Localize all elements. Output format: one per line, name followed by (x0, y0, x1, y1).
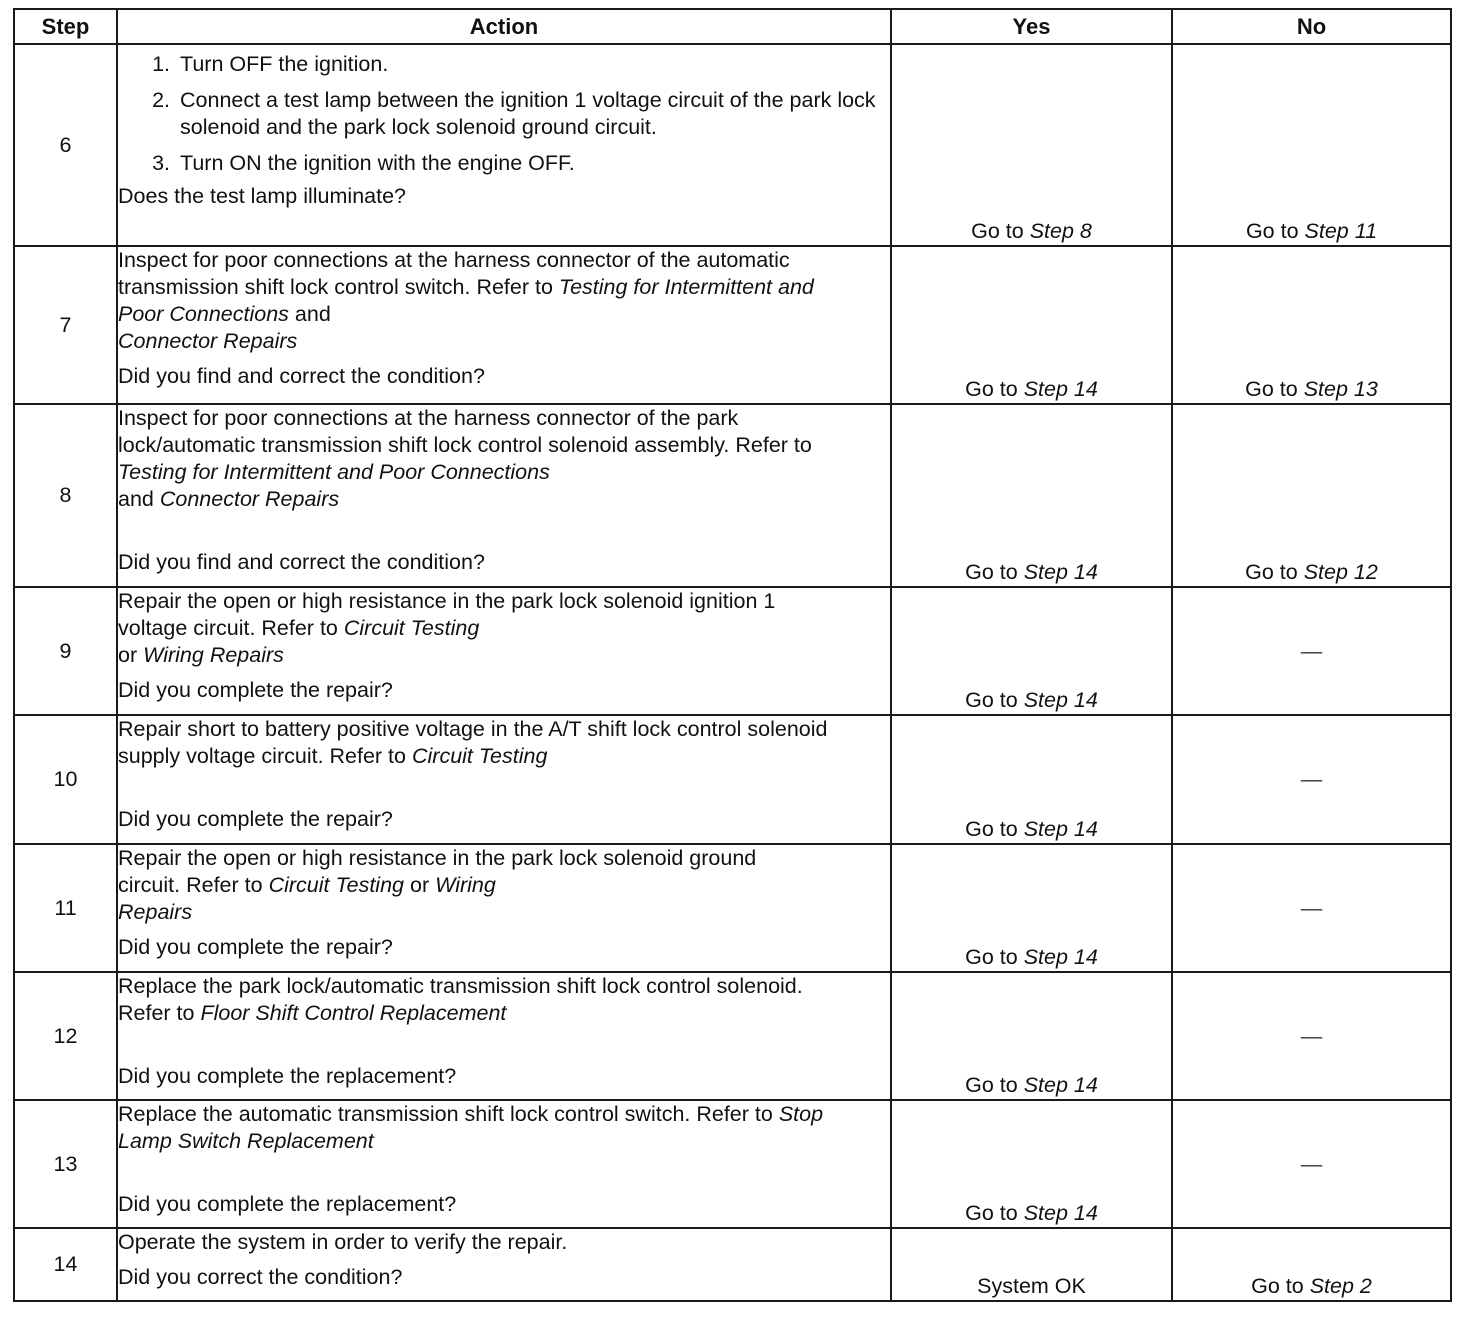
question-text: Did you correct the condition? (118, 1265, 403, 1289)
go-to-label: Go to (965, 817, 1018, 841)
go-to-label: Go to (965, 945, 1018, 969)
step-reference: Step 14 (1023, 377, 1098, 401)
reference-link: Floor Shift Control Replacement (200, 1001, 507, 1025)
question-text: Did you complete the replacement? (118, 1064, 457, 1088)
table-row (14, 246, 1451, 404)
go-to-label: Go to (1245, 219, 1299, 243)
yes-cell (891, 1100, 1172, 1228)
reference-link: Circuit Testing (343, 616, 480, 640)
action-cell (117, 1100, 891, 1228)
no-cell (1172, 972, 1451, 1100)
table-row (14, 1228, 1451, 1301)
table-row (14, 1100, 1451, 1228)
not-applicable-dash: — (1300, 767, 1323, 791)
action-cell (117, 715, 891, 844)
step-reference: Step 14 (1023, 945, 1098, 969)
action-cell (117, 404, 891, 587)
yes-cell (891, 44, 1172, 246)
table-row (14, 972, 1451, 1100)
action-cell (117, 587, 891, 715)
table-row (14, 587, 1451, 715)
instruction-text: Operate the system in order to verify the repair. (118, 1230, 568, 1254)
step-number: 6 (14, 44, 117, 246)
step-reference: Step 14 (1023, 1073, 1098, 1097)
table-row (14, 715, 1451, 844)
not-applicable-dash: — (1300, 895, 1323, 920)
list-item: 3. Turn ON the ignition with the engine OFF. (176, 150, 890, 177)
reference-link: Circuit Testing (268, 873, 404, 897)
instruction-list (118, 51, 890, 177)
table-row (14, 44, 1451, 246)
step-reference: Step 13 (1303, 377, 1378, 401)
question-text: Does the test lamp illuminate? (118, 184, 407, 208)
step-reference: Step 12 (1303, 560, 1378, 584)
step-number: 13 (14, 1100, 117, 1228)
yes-cell (891, 404, 1172, 587)
not-applicable-dash: — (1300, 638, 1323, 663)
no-cell (1172, 404, 1451, 587)
no-cell (1172, 1228, 1451, 1301)
no-cell (1172, 587, 1451, 715)
step-reference: Step 14 (1023, 1201, 1098, 1225)
action-cell (117, 844, 891, 972)
go-to-label: Go to (965, 1073, 1018, 1097)
go-to-label: Go to (971, 219, 1024, 243)
result-text: System OK (977, 1274, 1086, 1298)
no-cell (1172, 246, 1451, 404)
header-no: No (1172, 9, 1451, 44)
reference-link: Connector Repairs (159, 487, 340, 511)
step-number: 10 (14, 715, 117, 844)
step-reference: Step 2 (1309, 1274, 1372, 1298)
step-number: 7 (14, 246, 117, 404)
step-reference: Step 11 (1304, 219, 1378, 243)
yes-cell (891, 972, 1172, 1100)
step-number: 11 (14, 844, 117, 972)
reference-link: Testing for Intermittent and Poor Connections (118, 275, 814, 326)
reference-link: Repairs (118, 900, 193, 924)
step-reference: Step 14 (1023, 688, 1098, 712)
list-item: 1. Turn OFF the ignition. (176, 51, 890, 78)
yes-cell (891, 1228, 1172, 1301)
step-number: 12 (14, 972, 117, 1100)
reference-link: Wiring (435, 873, 496, 897)
reference-link: Stop Lamp Switch Replacement (118, 1102, 824, 1153)
yes-cell (891, 844, 1172, 972)
action-cell (117, 1228, 891, 1301)
instruction-text: Inspect for poor connections at the harness connector of the park lock/automatic transmission shift lock control solenoid assembly. Refer to Testing for Intermittent and Poor Connections and Connector Repairs (118, 406, 812, 511)
header-step: Step (14, 9, 117, 44)
instruction-text: Replace the automatic transmission shift lock control switch. Refer to Stop Lamp Switch Replacement (118, 1102, 824, 1153)
step-reference: Step 14 (1023, 817, 1098, 841)
instruction-text: Repair the open or high resistance in the park lock solenoid ground circuit. Refer to Circuit Testing or Wiring Repairs (118, 846, 757, 924)
no-cell (1172, 44, 1451, 246)
reference-link: Circuit Testing (411, 744, 548, 768)
not-applicable-dash: — (1300, 1023, 1323, 1048)
list-item: 2. Connect a test lamp between the ignition 1 voltage circuit of the park lock solenoid and the park lock solenoid ground circuit. (176, 87, 890, 141)
no-cell (1172, 715, 1451, 844)
step-reference: Step 8 (1029, 219, 1092, 243)
question-text: Did you find and correct the condition? (118, 364, 485, 388)
go-to-label: Go to (965, 377, 1018, 401)
reference-link: Connector Repairs (118, 329, 298, 353)
not-applicable-dash: — (1300, 1151, 1323, 1176)
action-cell (117, 246, 891, 404)
instruction-text: Inspect for poor connections at the harness connector of the automatic transmission shift lock control switch. Refer to Testing for Intermittent and Poor Connections and Connector Repairs (118, 248, 814, 353)
reference-link: Testing for Intermittent and Poor Connections (118, 460, 550, 484)
question-text: Did you find and correct the condition? (118, 550, 485, 574)
go-to-label: Go to (965, 1201, 1018, 1225)
step-number: 9 (14, 587, 117, 715)
go-to-label: Go to (1245, 560, 1298, 584)
action-cell (117, 44, 891, 246)
question-text: Did you complete the replacement? (118, 1192, 457, 1216)
go-to-label: Go to (1251, 1274, 1304, 1298)
step-reference: Step 14 (1023, 560, 1098, 584)
step-number: 14 (14, 1228, 117, 1301)
instruction-text: Repair the open or high resistance in the park lock solenoid ignition 1 voltage circuit. Refer to Circuit Testing or Wiring Repairs (118, 589, 776, 667)
diagnostic-table (13, 8, 1452, 1302)
header-row (14, 9, 1451, 44)
table-row (14, 404, 1451, 587)
yes-cell (891, 715, 1172, 844)
question-text: Did you complete the repair? (118, 678, 393, 702)
header-yes: Yes (891, 9, 1172, 44)
go-to-label: Go to (965, 560, 1018, 584)
no-cell (1172, 1100, 1451, 1228)
go-to-label: Go to (1245, 377, 1298, 401)
table-row (14, 844, 1451, 972)
instruction-text: Repair short to battery positive voltage in the A/T shift lock control solenoid supply voltage circuit. Refer to Circuit Testing (118, 717, 828, 768)
question-text: Did you complete the repair? (118, 935, 393, 959)
yes-cell (891, 246, 1172, 404)
step-number: 8 (14, 404, 117, 587)
question-text: Did you complete the repair? (118, 807, 393, 831)
reference-link: Wiring Repairs (143, 643, 284, 667)
instruction-text: Replace the park lock/automatic transmission shift lock control solenoid. Refer to Floor Shift Control Replacement (118, 974, 803, 1025)
yes-cell (891, 587, 1172, 715)
header-action: Action (117, 9, 891, 44)
no-cell (1172, 844, 1451, 972)
action-cell (117, 972, 891, 1100)
go-to-label: Go to (965, 688, 1018, 712)
